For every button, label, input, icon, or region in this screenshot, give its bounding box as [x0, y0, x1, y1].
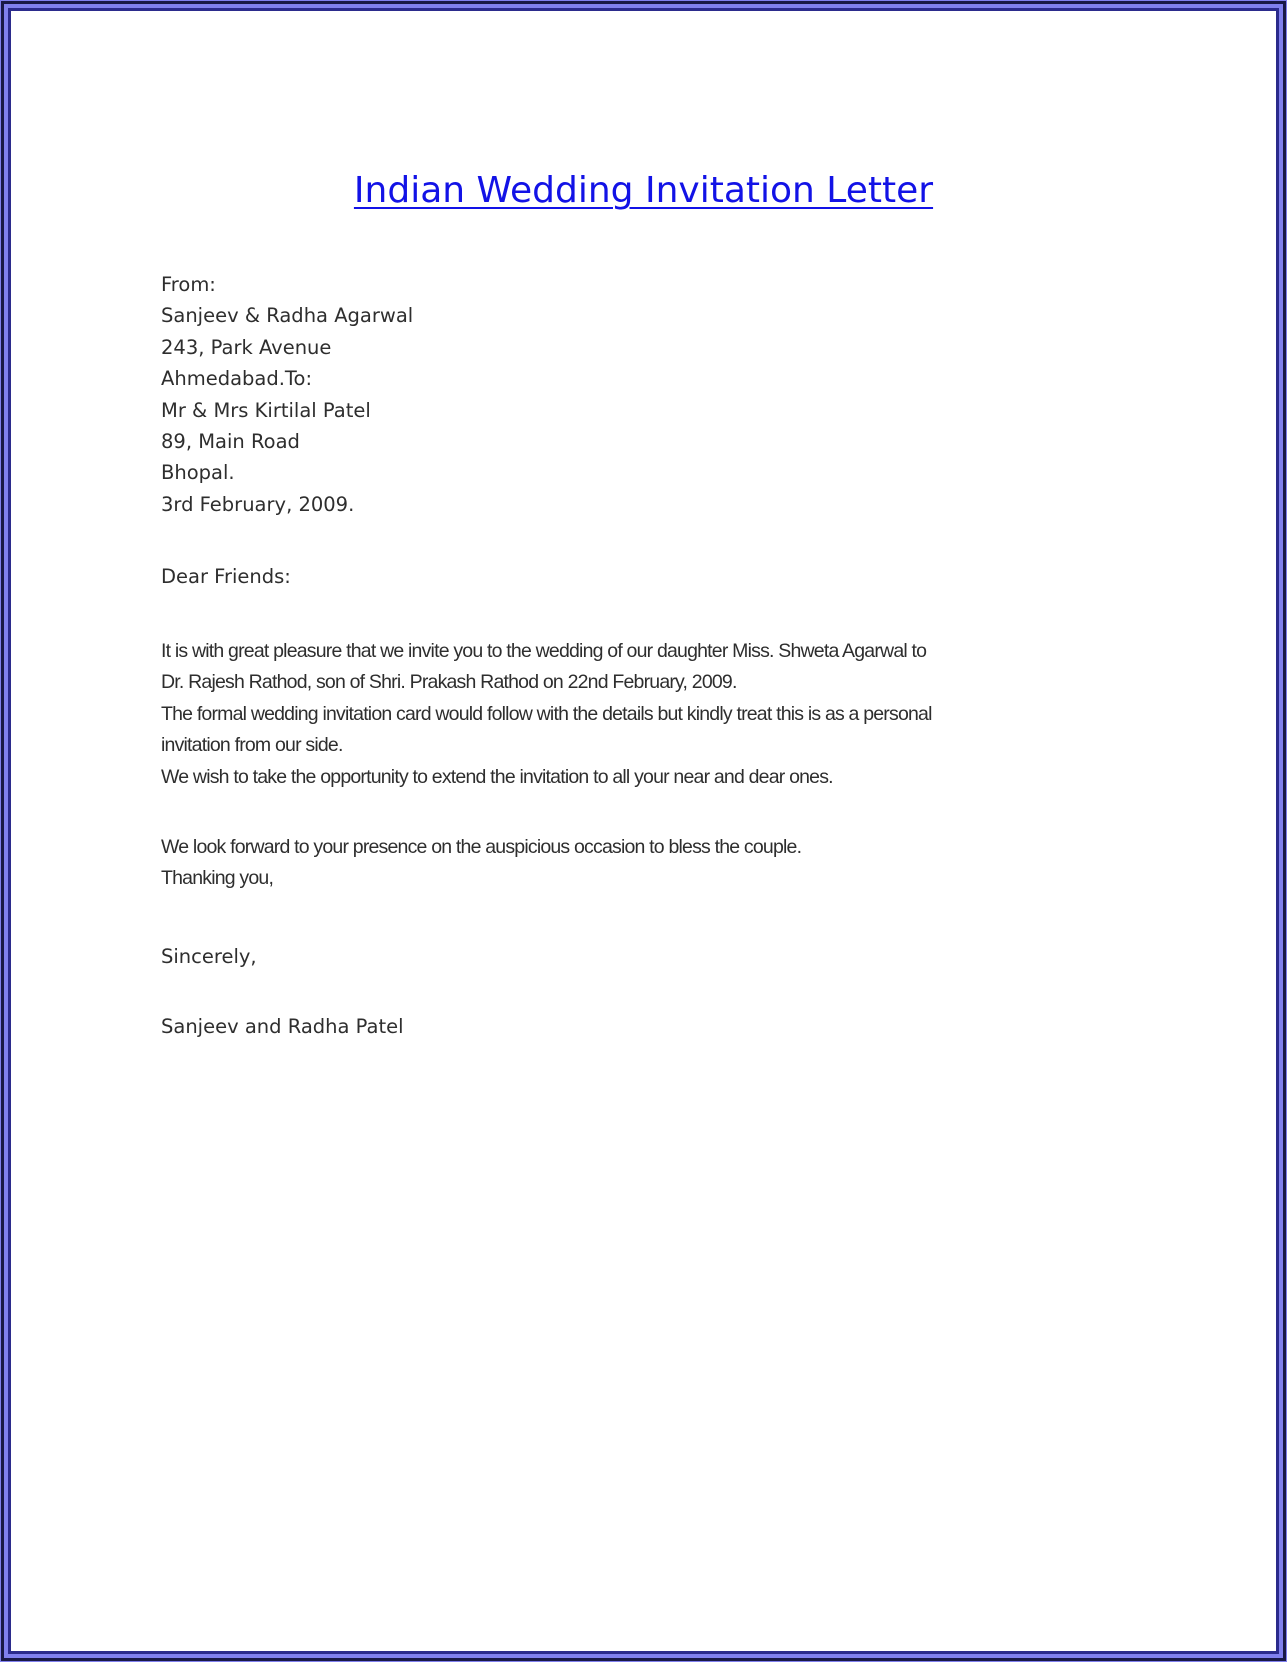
salutation: Dear Friends: — [161, 565, 291, 588]
address-line: 243, Park Avenue — [161, 335, 332, 359]
address-line: Bhopal. — [161, 461, 235, 485]
address-block — [161, 269, 413, 520]
paragraph-line: invitation from our side. — [161, 734, 343, 757]
body-paragraph-2 — [161, 832, 801, 895]
body-paragraph-1 — [161, 636, 932, 793]
address-line: 3rd February, 2009. — [161, 492, 355, 516]
paragraph-line: Dr. Rajesh Rathod, son of Shri. Prakash Rathod on 22nd February, 2009. — [161, 671, 737, 694]
paragraph-line: We wish to take the opportunity to extend the invitation to all your near and dear ones. — [161, 765, 833, 788]
closing: Sincerely, — [161, 945, 257, 968]
address-line: Ahmedabad.To: — [161, 367, 313, 391]
page-sheet — [8, 8, 1279, 1654]
page-title-link[interactable]: Indian Wedding Invitation Letter — [353, 170, 934, 211]
address-line: Mr & Mrs Kirtilal Patel — [161, 398, 371, 422]
signature: Sanjeev and Radha Patel — [161, 1015, 404, 1038]
address-line: Sanjeev & Radha Agarwal — [161, 304, 414, 328]
paragraph-line: We look forward to your presence on the auspicious occasion to bless the couple. — [161, 836, 802, 858]
paragraph-line: The formal wedding invitation card would follow with the details but kindly treat this is as a personal — [161, 702, 932, 725]
paragraph-line: It is with great pleasure that we invite you to the wedding of our daughter Miss. Shweta Agarwal to — [161, 640, 927, 662]
paragraph-line: Thanking you, — [161, 867, 274, 890]
address-line: From: — [161, 273, 216, 296]
address-line: 89, Main Road — [161, 430, 300, 454]
